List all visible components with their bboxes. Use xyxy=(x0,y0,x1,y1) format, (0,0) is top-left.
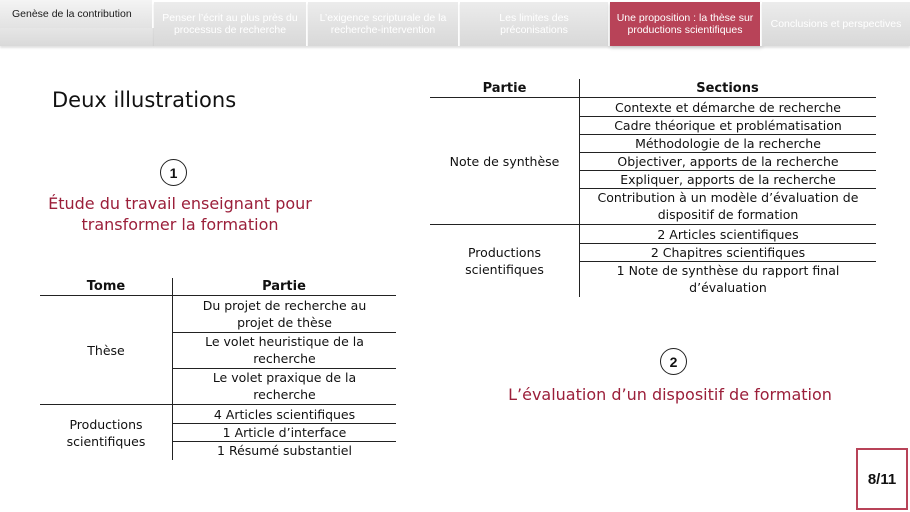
row-line: Le volet heuristique de la xyxy=(205,334,364,349)
tab-exigence-scripturale[interactable]: L’exigence scripturale de la recherche-intervention xyxy=(308,2,460,46)
group-label-these: Thèse xyxy=(87,342,125,358)
group-label-line: Productions xyxy=(69,416,143,432)
group-label-line: scientifiques xyxy=(465,262,544,277)
row-line: 1 Note de synthèse du rapport final xyxy=(616,263,840,278)
table-row xyxy=(580,261,876,297)
group-label-productions xyxy=(430,225,579,297)
group-label-line: scientifiques xyxy=(66,433,146,449)
table-row: Contexte et démarche de recherche xyxy=(615,99,841,115)
row-line: recherche xyxy=(253,351,316,366)
row-line: d’évaluation xyxy=(689,280,767,295)
group-label-line: Productions xyxy=(467,245,542,260)
tab-genese[interactable]: Genèse de la contribution xyxy=(0,0,154,28)
table-row: 2 Articles scientifiques xyxy=(657,226,799,242)
tab-proposition-active[interactable]: Une proposition : la thèse sur productions scientifiques xyxy=(610,2,762,46)
table-row: 2 Chapitres scientifiques xyxy=(650,244,806,260)
page-indicator: 8/11 xyxy=(856,448,908,510)
table-row: Cadre théorique et problématisation xyxy=(614,117,842,133)
tab-conclusions[interactable]: Conclusions et perspectives xyxy=(762,2,910,46)
row-line: Du projet de recherche au xyxy=(202,298,367,313)
table-row xyxy=(580,188,876,224)
table-header-partie: Partie xyxy=(482,81,527,96)
table-row: Méthodologie de la recherche xyxy=(635,135,821,151)
slide-title: Deux illustrations xyxy=(52,88,237,112)
illustration-number-2: 2 xyxy=(660,348,687,375)
table-row: Objectiver, apports de la recherche xyxy=(617,153,839,169)
row-line: dispositif de formation xyxy=(657,207,799,222)
illustration-2-caption: L’évaluation d’un dispositif de formation xyxy=(508,385,832,404)
row-line: Le volet praxique de la xyxy=(212,370,357,385)
row-line: recherche xyxy=(253,387,316,402)
illustration-1-caption-line1: Étude du travail enseignant pour xyxy=(48,194,312,213)
table-header-tome: Tome xyxy=(86,279,126,294)
table-row: 4 Articles scientifiques xyxy=(213,406,356,422)
group-label-note-synthese: Note de synthèse xyxy=(449,153,560,169)
table-header-sections: Sections xyxy=(696,81,759,96)
table-header-partie: Partie xyxy=(262,279,306,294)
table-row: 1 Résumé substantiel xyxy=(217,442,352,458)
tab-limites[interactable]: Les limites des préconisations xyxy=(460,2,610,46)
table-row: 1 Article d’interface xyxy=(222,424,347,440)
illustration-1-caption-line2: transformer la formation xyxy=(81,215,279,234)
tab-penser-ecrit[interactable]: Penser l’écrit au plus près du processus de recherche xyxy=(154,2,308,46)
row-line: Contribution à un modèle d’évaluation de xyxy=(597,190,859,205)
illustration-number-1: 1 xyxy=(160,159,187,186)
table-row: Expliquer, apports de la recherche xyxy=(620,171,836,187)
row-line: projet de thèse xyxy=(237,315,332,330)
